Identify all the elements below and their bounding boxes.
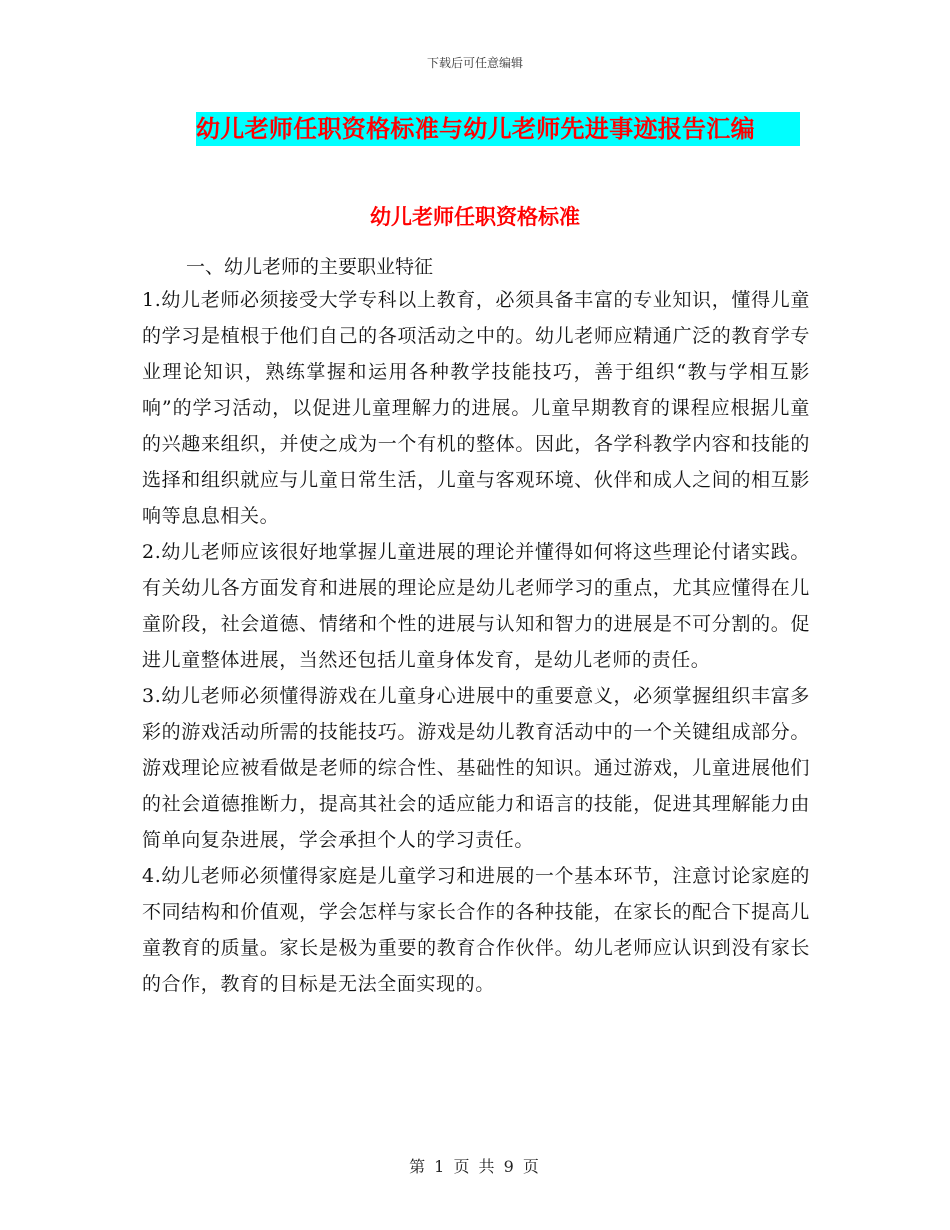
page-number: 第 1 页 共 9 页 — [409, 1157, 541, 1176]
document-body — [142, 282, 810, 1002]
paragraph-4: 4.幼儿老师必须懂得家庭是儿童学习和进展的一个基本环节，注意讨论家庭的不同结构和价值观，学会怎样与家长合作的各种技能，在家长的配合下提高儿童教育的质量。家长是极为重要的教育合作伙伴。幼儿老师应认识到没有家长的合作，教育的目标是无法全面实现的。 — [142, 865, 810, 995]
subheading: 一、幼儿老师的主要职业特征 — [186, 256, 434, 278]
paragraph-1: 1.幼儿老师必须接受大学专科以上教育，必须具备丰富的专业知识，懂得儿童的学习是植根于他们自己的各项活动之中的。幼儿老师应精通广泛的教育学专业理论知识，熟练掌握和运用各种教学技能技巧，善于组织“教与学相互影响”的学习活动，以促进儿童理解力的进展。儿童早期教育的课程应根据儿童的兴趣来组织，并使之成为一个有机的整体。因此，各学科教学内容和技能的选择和组织就应与儿童日常生活，儿童与客观环境、伙伴和成人之间的相互影响等息息相关。 — [142, 289, 810, 527]
main-title: 幼儿老师任职资格标准与幼儿老师先进事迹报告汇编 — [196, 112, 800, 146]
section-title: 幼儿老师任职资格标准 — [370, 205, 580, 229]
paragraph-3: 3.幼儿老师必须懂得游戏在儿童身心进展中的重要意义，必须掌握组织丰富多彩的游戏活动所需的技能技巧。游戏是幼儿教育活动中的一个关键组成部分。游戏理论应被看做是老师的综合性、基础性的知识。通过游戏，儿童进展他们的社会道德推断力，提高其社会的适应能力和语言的技能，促进其理解能力由简单向复杂进展，学会承担个人的学习责任。 — [142, 685, 810, 851]
paragraph-2: 2.幼儿老师应该很好地掌握儿童进展的理论并懂得如何将这些理论付诸实践。有关幼儿各方面发育和进展的理论应是幼儿老师学习的重点，尤其应懂得在儿童阶段，社会道德、情绪和个性的进展与认知和智力的进展是不可分割的。促进儿童整体进展，当然还包括儿童身体发育，是幼儿老师的责任。 — [142, 541, 810, 671]
header-note: 下载后可任意编辑 — [426, 56, 523, 70]
